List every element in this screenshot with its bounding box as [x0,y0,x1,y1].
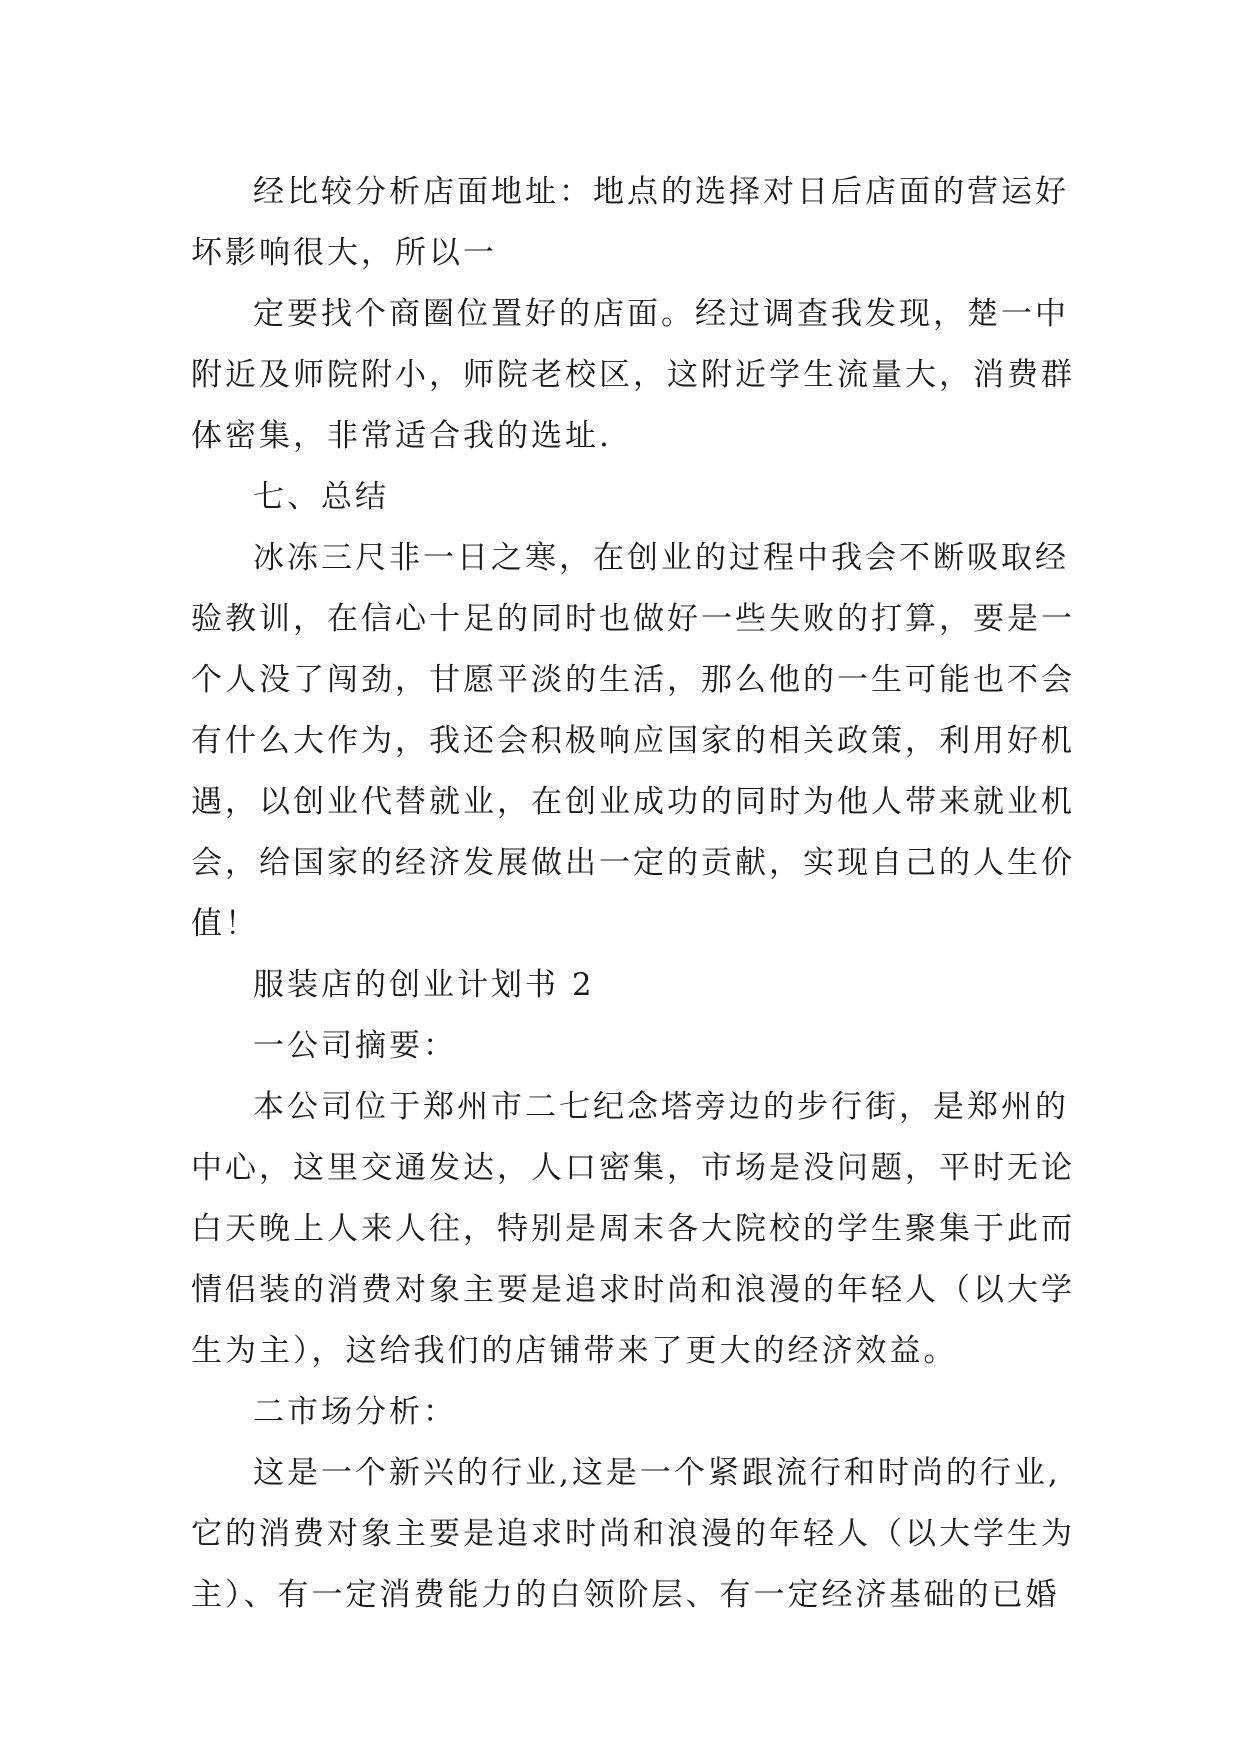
paragraph-market-analysis [191,1443,1075,1626]
section-heading-company-summary [191,1016,1051,1077]
text-line: 七、总结 [253,479,389,515]
text-line: 一公司摘要： [253,1028,457,1064]
paragraph-location-choice [191,284,1075,467]
paragraph-storefront-analysis [191,162,1069,284]
text-line: 会，给国家的经济发展做出一定的贡献，实现自己的人生价 [191,845,1075,881]
text-line: 服装店的创业计划书 2 [253,967,595,1003]
text-line: 遇，以创业代替就业，在创业成功的同时为他人带来就业机 [191,784,1075,820]
text-line: 坏影响很大，所以一 [191,235,497,271]
text-line: 冰冻三尺非一日之寒，在创业的过程中我会不断吸取经 [253,540,1069,576]
text-line: 值！ [191,906,259,942]
text-line: 它的消费对象主要是追求时尚和浪漫的年轻人（以大学生为 [191,1516,1075,1552]
text-line: 情侣装的消费对象主要是追求时尚和浪漫的年轻人（以大学 [191,1272,1075,1308]
text-line: 生为主），这给我们的店铺带来了更大的经济效益。 [191,1333,958,1369]
text-line: 主）、有一定消费能力的白领阶层、有一定经济基础的已婚 [191,1577,1060,1613]
section-heading-market-analysis [191,1382,1051,1443]
text-line: 白天晚上人来人往，特别是周末各大院校的学生聚集于此而 [191,1211,1075,1247]
section-heading-summary [191,467,1051,528]
text-line: 二市场分析： [253,1394,457,1430]
paragraph-company-summary [191,1077,1075,1382]
paragraph-summary [191,528,1075,955]
text-line: 体密集，非常适合我的选址. [191,418,612,454]
text-line: 这是一个新兴的行业,这是一个紧跟流行和时尚的行业, [253,1455,1061,1491]
text-line: 附近及师院附小，师院老校区，这附近学生流量大，消费群 [191,357,1075,393]
text-line: 个人没了闯劲，甘愿平淡的生活，那么他的一生可能也不会 [191,662,1075,698]
document-title-plan-2 [191,955,1051,1016]
text-line: 验教训，在信心十足的同时也做好一些失败的打算，要是一 [191,601,1075,637]
text-line: 中心，这里交通发达，人口密集，市场是没问题，平时无论 [191,1150,1075,1186]
text-line: 经比较分析店面地址：地点的选择对日后店面的营运好 [253,174,1069,210]
text-line: 本公司位于郑州市二七纪念塔旁边的步行街，是郑州的 [253,1089,1069,1125]
text-line: 有什么大作为，我还会积极响应国家的相关政策，利用好机 [191,723,1075,759]
document-body [191,162,1075,1626]
text-line: 定要找个商圈位置好的店面。经过调查我发现，楚一中 [253,296,1069,332]
